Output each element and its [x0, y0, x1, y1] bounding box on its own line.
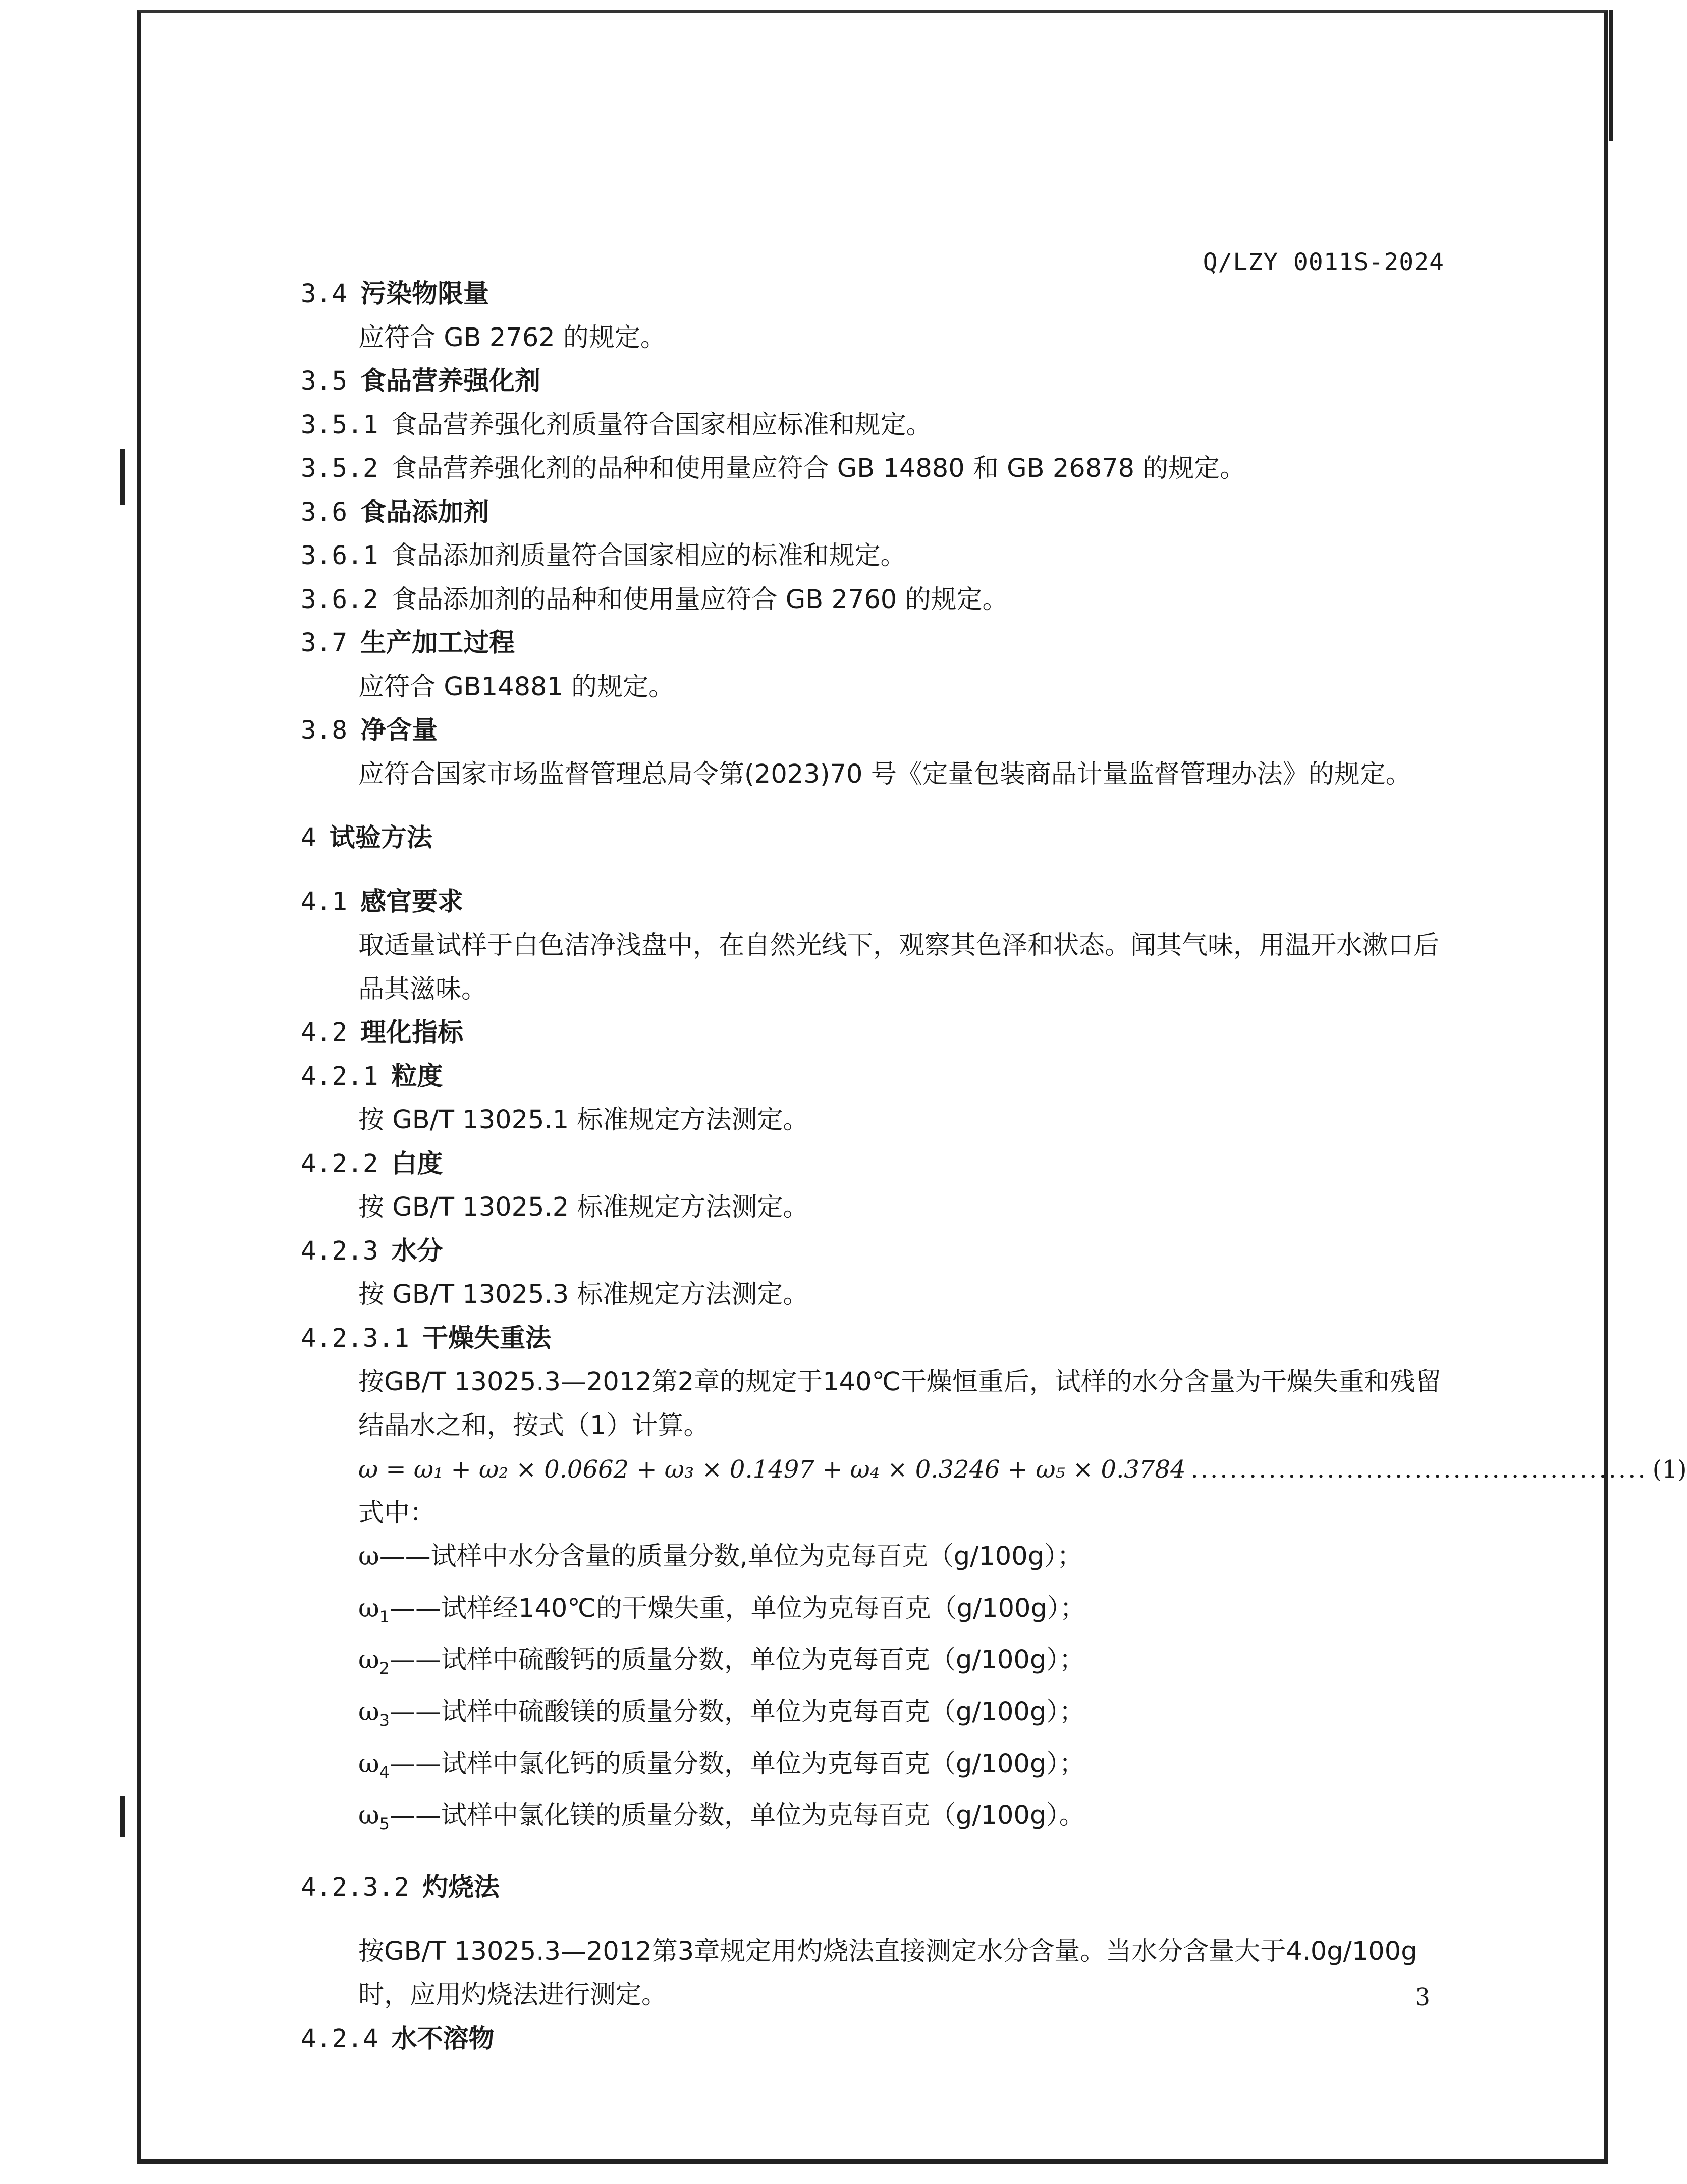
variable-description: ——试样中氯化镁的质量分数，单位为克每百克（g/100g）。 — [389, 1800, 1085, 1831]
section-heading — [301, 1866, 1449, 1910]
spacer — [301, 1846, 1449, 1866]
variable-description: ——试样经140℃的干燥失重，单位为克每百克（g/100g）； — [389, 1593, 1086, 1623]
variable-symbol: ω — [358, 1593, 379, 1623]
section-text: 食品添加剂的品种和使用量应符合 GB 2760 的规定。 — [391, 584, 1008, 615]
section-heading — [301, 1055, 1449, 1099]
paragraph: 按GB/T 13025.3—2012第2章的规定于140℃干燥恒重后，试样的水分含量为干燥失重和残留结晶水之和，按式（1）计算。 — [358, 1367, 1441, 1441]
section-heading — [301, 2017, 1449, 2061]
equation-number: (1) — [1652, 1455, 1687, 1484]
spacer — [301, 860, 1449, 881]
body-text: 应符合 GB 2762 的规定。 — [358, 322, 666, 353]
body-text: 应符合 GB14881 的规定。 — [358, 672, 675, 702]
section-text: 食品添加剂质量符合国家相应的标准和规定。 — [391, 541, 906, 571]
section-number: 4.2.4 — [301, 2024, 378, 2054]
numbered-clause — [301, 404, 1449, 448]
section-number: 3.5.2 — [301, 454, 378, 483]
variable-subscript: 2 — [379, 1659, 390, 1678]
numbered-clause — [301, 578, 1449, 622]
section-number: 3.6 — [301, 497, 348, 527]
section-text: 净含量 — [360, 716, 438, 745]
section-heading — [301, 1317, 1449, 1361]
section-text: 试验方法 — [329, 823, 432, 853]
body-text: 按 GB/T 13025.3 标准规定方法测定。 — [358, 1280, 809, 1309]
formula-expression: ω = ω₁ + ω₂ × 0.0662 + ω₃ × 0.1497 + ω₄ × 0.3246 + ω₅ × 0.3784 — [358, 1455, 1186, 1484]
section-number: 3.6.1 — [301, 541, 378, 571]
variable-symbol: ω — [358, 1697, 379, 1727]
section-heading — [301, 491, 1449, 535]
variable-definition — [301, 1587, 1449, 1639]
document-body — [301, 272, 1687, 2061]
spacer — [301, 796, 1449, 816]
section-heading — [301, 1230, 1449, 1274]
variable-symbol: ω — [358, 1800, 379, 1831]
variable-symbol: ω — [358, 1749, 379, 1779]
variable-description: ——试样中氯化钙的质量分数，单位为克每百克（g/100g）； — [389, 1749, 1085, 1779]
section-number: 4 — [301, 823, 316, 853]
section-text: 白度 — [391, 1149, 443, 1179]
section-number: 3.6.2 — [301, 584, 378, 615]
section-number: 3.7 — [301, 628, 348, 658]
body-text: 按 GB/T 13025.2 标准规定方法测定。 — [358, 1192, 809, 1222]
leader-dots: ............................................... — [1190, 1455, 1648, 1484]
section-number: 3.5 — [301, 366, 348, 396]
variable-description: ——试样中硫酸镁的质量分数，单位为克每百克（g/100g）； — [389, 1697, 1085, 1727]
formula-1 — [301, 1448, 1687, 1492]
section-text: 水分 — [391, 1236, 443, 1266]
spacer — [301, 1910, 1449, 1930]
section-number: 3.4 — [301, 279, 348, 309]
paragraph: 按GB/T 13025.3—2012第3章规定用灼烧法直接测定水分含量。当水分含量大于4.0g/100g时，应用灼烧法进行测定。 — [358, 1936, 1418, 2010]
section-text: 粒度 — [391, 1061, 443, 1091]
page-number: 3 — [1414, 1983, 1430, 2011]
variable-definition — [301, 1639, 1449, 1690]
section-text: 理化指标 — [360, 1018, 464, 1048]
variable-description: ——试样中硫酸钙的质量分数，单位为克每百克（g/100g）； — [389, 1645, 1085, 1675]
body-text: 式中： — [358, 1498, 436, 1528]
left-edge-mark — [120, 449, 125, 505]
section-heading — [301, 272, 1449, 316]
section-heading — [301, 360, 1449, 404]
section-heading — [301, 1011, 1449, 1055]
section-number: 4.2.3 — [301, 1236, 378, 1266]
section-number: 4.2.1 — [301, 1061, 378, 1091]
section-number: 4.2.3.2 — [301, 1873, 409, 1903]
variable-symbol: ω — [358, 1645, 379, 1675]
section-text: 食品营养强化剂 — [360, 366, 541, 396]
variable-subscript: 3 — [379, 1711, 390, 1730]
section-text: 感官要求 — [360, 887, 464, 917]
paragraph: 取适量试样于白色洁净浅盘中，在自然光线下，观察其色泽和状态。闻其气味，用温开水漱口后品其滋味。 — [358, 931, 1440, 1004]
section-heading — [301, 709, 1449, 753]
numbered-clause — [301, 534, 1449, 578]
body-text: 应符合国家市场监督管理总局令第(2023)70 号《定量包装商品计量监督管理办法》的规定。 — [358, 759, 1411, 789]
section-number: 3.8 — [301, 716, 348, 745]
variable-subscript: 1 — [379, 1607, 390, 1626]
left-edge-mark — [120, 1796, 125, 1837]
variable-definition — [301, 1794, 1449, 1846]
section-number: 4.2 — [301, 1018, 348, 1048]
document-code: Q/LZY 0011S-2024 — [1203, 248, 1444, 277]
variable-definition — [301, 1535, 1449, 1587]
section-text: 食品营养强化剂质量符合国家相应标准和规定。 — [391, 410, 932, 440]
section-text: 污染物限量 — [360, 279, 489, 309]
variable-symbol: ω — [358, 1542, 379, 1571]
section-number: 4.2.3.1 — [301, 1323, 409, 1353]
numbered-clause — [301, 447, 1449, 491]
variable-subscript: 4 — [379, 1762, 390, 1782]
section-text: 生产加工过程 — [360, 628, 515, 658]
section-heading — [301, 881, 1449, 924]
variable-subscript: 5 — [379, 1814, 390, 1834]
variable-definition — [301, 1690, 1449, 1742]
section-text: 干燥失重法 — [422, 1323, 551, 1353]
section-number: 4.2.2 — [301, 1149, 378, 1179]
section-heading — [301, 622, 1449, 666]
variable-definition — [301, 1742, 1449, 1794]
body-text: 按 GB/T 13025.1 标准规定方法测定。 — [358, 1105, 809, 1135]
section-heading — [301, 1142, 1449, 1186]
section-text: 水不溶物 — [391, 2024, 495, 2054]
section-text: 食品添加剂 — [360, 497, 489, 527]
section-heading — [301, 816, 1449, 860]
section-text: 灼烧法 — [422, 1873, 500, 1903]
section-number: 3.5.1 — [301, 410, 378, 440]
section-text: 食品营养强化剂的品种和使用量应符合 GB 14880 和 GB 26878 的规定。 — [391, 454, 1246, 483]
section-number: 4.1 — [301, 887, 348, 917]
right-edge-mark — [1609, 10, 1613, 141]
variable-description: ——试样中水分含量的质量分数,单位为克每百克（g/100g）； — [379, 1542, 1083, 1571]
